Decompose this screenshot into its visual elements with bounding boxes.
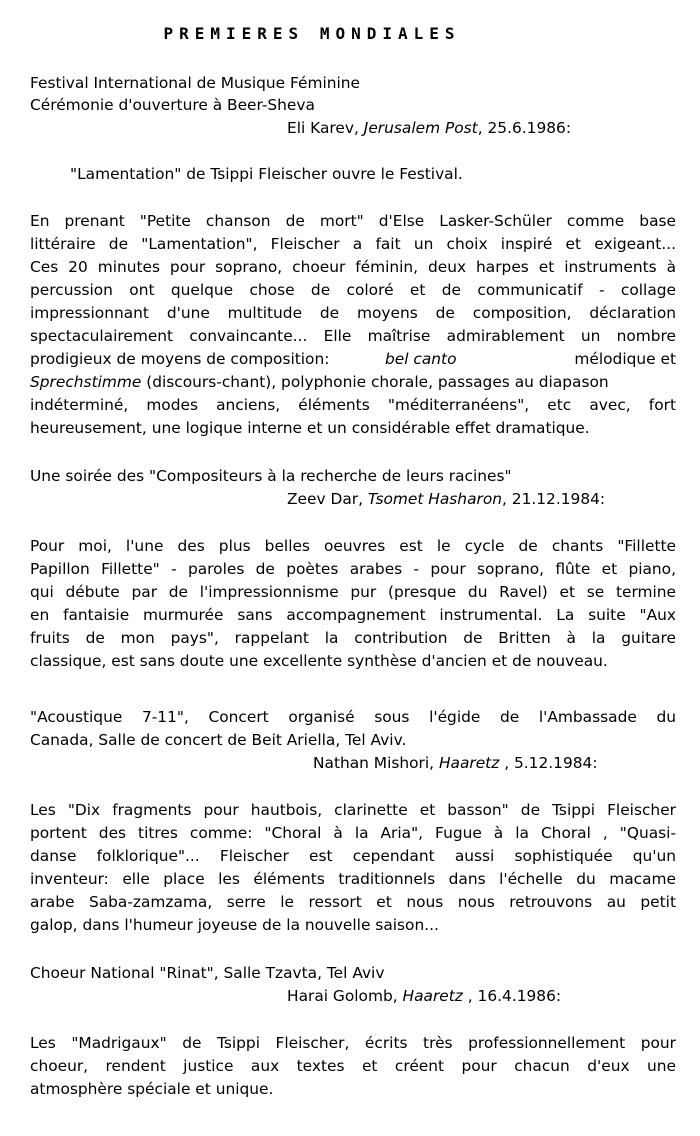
review-2-body-line-4: en fantaisie murmurée sans accompagnement instrumental. La suite "Aux (30, 606, 676, 624)
review-4-context-line-1: Choeur National "Rinat", Salle Tzavta, Tel Aviv (30, 964, 385, 982)
review-1-date: , 25.6.1986: (477, 119, 572, 137)
review-2-author: Zeev Dar, (287, 490, 368, 508)
review-1-body-line-10: heureusement, une logique interne et un considérable effet dramatique. (30, 419, 590, 437)
review-1-context-line-1: Festival International de Musique Féminine (30, 74, 360, 92)
review-1-body-line-7 (30, 348, 676, 370)
review-2-publication: Tsomet Hasharon (367, 490, 502, 508)
review-1-body-line-4: percussion ont quelque chose de coloré et de communicatif - collage (30, 281, 676, 299)
review-3-publication: Haaretz (438, 754, 500, 772)
review-1-body-line-8-rest: (discours-chant), polyphonie chorale, passages au diapason (141, 373, 609, 391)
review-4-body-line-1: Les "Madrigaux" de Tsippi Fleischer, écrits très professionnellement pour (30, 1034, 676, 1052)
review-1-author: Eli Karev, (287, 119, 364, 137)
review-2-source (287, 488, 605, 510)
review-4-date: , 16.4.1986: (462, 987, 562, 1005)
review-1-body-line-6: spectaculairement convaincante... Elle maîtrise admirablement un nombre (30, 327, 676, 345)
review-1-italic-term: bel canto (385, 350, 457, 368)
review-3-source (313, 752, 598, 774)
review-1-publication: Jerusalem Post (363, 119, 478, 137)
review-3-context-line-2: Canada, Salle de concert de Beit Ariella, Tel Aviv. (30, 731, 407, 749)
review-3-body-line-5: arabe Saba-zamzama, serre le ressort et nous nous retrouvons au petit (30, 893, 676, 911)
review-2-date: , 21.12.1984: (502, 490, 606, 508)
review-2-body-line-5: fruits de mon pays", rappelant la contribution de Britten à la guitare (30, 629, 676, 647)
review-1-body-line-2: littéraire de "Lamentation", Fleischer a fait un choix inspiré et exigeant... (30, 235, 676, 253)
review-3-body-line-4: inventeur: elle place les éléments traditionnels dans l'échelle du macame (30, 870, 676, 888)
review-1-body-line-1: En prenant "Petite chanson de mort" d'Else Lasker-Schüler comme base (30, 212, 676, 230)
review-3-body-line-1: Les "Dix fragments pour hautbois, clarinette et basson" de Tsippi Fleischer (30, 801, 676, 819)
review-2-body-line-1: Pour moi, l'une des plus belles oeuvres est le cycle de chants "Fillette (30, 537, 676, 555)
review-1-context-line-2: Cérémonie d'ouverture à Beer-Sheva (30, 96, 315, 114)
review-1-italic-sprechstimme: Sprechstimme (30, 373, 142, 391)
page-title: PREMIERES MONDIALES (163, 24, 461, 43)
review-3-author: Nathan Mishori, (313, 754, 439, 772)
review-1-body-line-8 (30, 371, 676, 393)
review-1-body-line-3: Ces 20 minutes pour soprano, choeur féminin, deux harpes et instruments à (30, 258, 676, 276)
review-2-body-line-3: qui débute par de l'impressionnisme pur (presque du Ravel) et se termine (30, 583, 676, 601)
review-1-body-line-7-tail: mélodique et (574, 350, 676, 368)
review-3-context-line-1: "Acoustique 7-11", Concert organisé sous l'égide de l'Ambassade du (30, 708, 676, 726)
review-3-body-line-2: portent des titres comme: "Choral à la Aria", Fugue à la Choral , "Quasi- (30, 824, 676, 842)
review-2-body-line-6: classique, est sans doute une excellente synthèse d'ancien et de nouveau. (30, 652, 608, 670)
review-1-headline: "Lamentation" de Tsippi Fleischer ouvre le Festival. (70, 165, 463, 183)
review-4-body-line-2: choeur, rendent justice aux textes et créent pour chacun d'eux une (30, 1057, 676, 1075)
review-3-date: , 5.12.1984: (499, 754, 598, 772)
review-3-body-line-6: galop, dans l'humeur joyeuse de la nouvelle saison... (30, 916, 439, 934)
review-4-body-line-3: atmosphère spéciale et unique. (30, 1080, 274, 1098)
review-1-body-line-9: indéterminé, modes anciens, éléments "méditerranéens", etc avec, fort (30, 396, 676, 414)
review-4-source (287, 985, 561, 1007)
review-1-body-line-7-lead: prodigieux de moyens de composition: (30, 350, 330, 368)
review-4-author: Harai Golomb, (287, 987, 403, 1005)
review-1-source (287, 117, 571, 139)
review-2-context-line-1: Une soirée des "Compositeurs à la recherche de leurs racines" (30, 467, 512, 485)
review-3-body-line-3: danse folklorique"... Fleischer est cependant aussi sophistiquée qu'un (30, 847, 676, 865)
review-4-publication: Haaretz (402, 987, 463, 1005)
review-2-body-line-2: Papillon Fillette" - paroles de poètes arabes - pour soprano, flûte et piano, (30, 560, 676, 578)
review-1-body-line-5: impressionnant d'une multitude de moyens de composition, déclaration (30, 304, 676, 322)
